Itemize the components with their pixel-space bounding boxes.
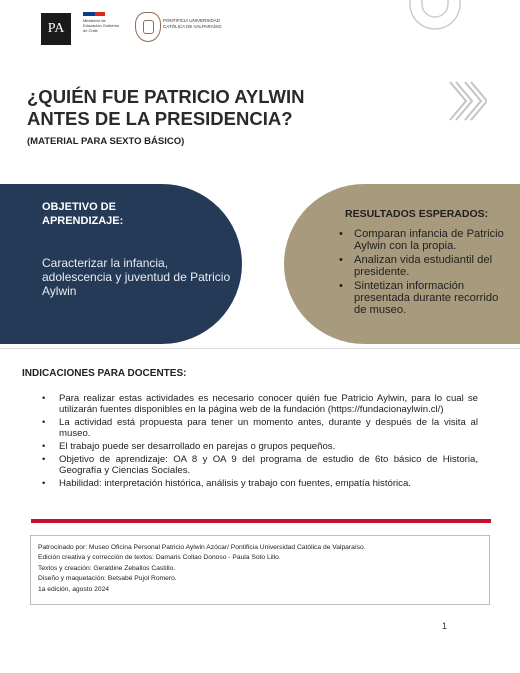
double-chevron-right-icon xyxy=(447,78,487,124)
mineduc-logo-text: Ministerio de Educación Gobierno de Chile xyxy=(83,18,120,33)
list-item: • El trabajo puede ser desarrollado en parejas o grupos pequeños. xyxy=(42,441,478,452)
list-item: • Comparan infancia de Patricio Aylwin con la propia. xyxy=(337,228,507,253)
credit-line: 1a edición, agosto 2024 xyxy=(38,585,110,593)
pa-logo-text: PA xyxy=(47,21,65,36)
puc-seal-icon xyxy=(135,12,161,42)
u-outline-decoration xyxy=(408,0,462,34)
list-item: • Habilidad: interpretación histórica, análisis y trabajo con fuentes, empatía histórica. xyxy=(42,478,478,489)
list-item: • Sintetizan información presentada durante recorrido de museo. xyxy=(337,280,507,317)
page-title xyxy=(27,86,367,130)
credit-line: Edición creativa y corrección de textos: Damaris Collao Donoso - Paula Soto Lillo. xyxy=(38,554,281,562)
pa-logo xyxy=(41,13,71,45)
mineduc-logo xyxy=(83,12,123,46)
section-divider xyxy=(0,348,520,349)
credits-box xyxy=(30,535,490,605)
mineduc-flag-red xyxy=(95,12,105,16)
puc-logo-text: PONTIFICIA UNIVERSIDAD CATÓLICA DE VALPARAÍSO xyxy=(163,18,222,29)
title-line-2: ANTES DE LA PRESIDENCIA? xyxy=(27,108,293,129)
list-item: • Analizan vida estudiantil del presidente. xyxy=(337,254,507,279)
credit-line: Diseño y maquetación: Betsabé Pujol Romero. xyxy=(38,575,177,583)
title-line-1: ¿QUIÉN FUE PATRICIO AYLWIN xyxy=(27,86,305,107)
credit-line: Patrocinado por: Museo Oficina Personal Patricio Aylwin Azócar/ Pontificia Universidad Católica de Valparaíso. xyxy=(38,544,366,551)
page-number: 1 xyxy=(442,621,448,631)
page-subtitle: (MATERIAL PARA SEXTO BÁSICO) xyxy=(27,136,185,147)
red-accent-bar xyxy=(31,519,491,523)
objective-text: Caracterizar la infancia, adolescencia y juventud de Patricio Aylwin xyxy=(42,256,231,298)
objective-heading-line-2: APRENDIZAJE: xyxy=(42,215,124,227)
indications-list xyxy=(42,393,478,491)
credit-line: Textos y creación: Geraldine Zeballos Castillo. xyxy=(38,564,176,572)
objective-heading-line-1: OBJETIVO DE xyxy=(42,201,116,213)
results-heading: RESULTADOS ESPERADOS: xyxy=(345,208,489,220)
indications-heading: INDICACIONES PARA DOCENTES: xyxy=(22,368,187,379)
results-list xyxy=(337,228,507,318)
puc-logo xyxy=(135,12,230,44)
list-item: • La actividad está propuesta para tener un momento antes, durante y después de la visita al museo. xyxy=(42,417,478,439)
mineduc-flag-blue xyxy=(83,12,95,16)
list-item: • Objetivo de aprendizaje: OA 8 y OA 9 del programa de estudio de 6to básico de Historia, Geografía y Ciencias Sociales. xyxy=(42,454,478,476)
objective-heading xyxy=(42,200,182,228)
list-item: • Para realizar estas actividades es necesario conocer quién fue Patricio Aylwin, para lo cual se utilizarán fuentes disponibles en la página web de la fundación (https://fundacionaylwin.cl/) xyxy=(42,393,478,415)
